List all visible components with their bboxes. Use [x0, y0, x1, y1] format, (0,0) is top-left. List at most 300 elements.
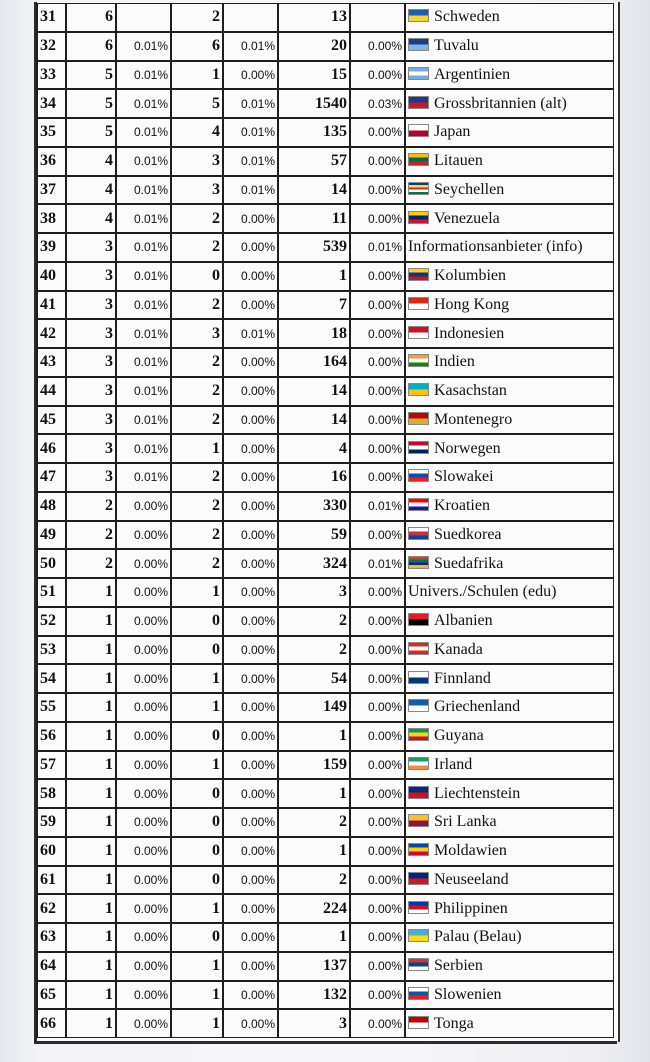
- hits-percent-cell: 0.00%: [350, 176, 405, 205]
- rank-cell: 41: [36, 291, 66, 320]
- hosts-cell: 0: [171, 262, 223, 291]
- table-body: [36, 3, 614, 1038]
- flag-philippines-icon: [408, 901, 429, 914]
- country-cell: [405, 406, 614, 435]
- statistics-table: [36, 3, 614, 1038]
- country-cell: [405, 722, 614, 751]
- country-name: Japan: [434, 123, 471, 141]
- rank-cell: 62: [36, 894, 66, 923]
- hosts-cell: 2: [171, 204, 223, 233]
- flag-india-icon: [408, 354, 429, 367]
- hosts-cell: 1: [171, 1009, 223, 1038]
- hits-cell: 57: [278, 147, 350, 176]
- rank-cell: 45: [36, 406, 66, 435]
- rank-cell: 38: [36, 204, 66, 233]
- country-cell: [405, 434, 614, 463]
- hosts-cell: 2: [171, 549, 223, 578]
- rank-cell: 61: [36, 866, 66, 895]
- hits-percent-cell: 0.00%: [350, 377, 405, 406]
- table-row: [36, 348, 614, 377]
- hosts-cell: 4: [171, 118, 223, 147]
- hosts-percent-cell: 0.00%: [223, 204, 278, 233]
- hits-cell: 1: [278, 262, 350, 291]
- flag-norway-icon: [408, 441, 429, 454]
- hosts-percent-cell: 0.00%: [223, 636, 278, 665]
- hits-percent-cell: 0.00%: [350, 147, 405, 176]
- visits-percent-cell: 0.00%: [116, 923, 171, 952]
- rank-cell: 47: [36, 463, 66, 492]
- hits-cell: 3: [278, 1009, 350, 1038]
- hits-cell: 164: [278, 348, 350, 377]
- rank-cell: 44: [36, 377, 66, 406]
- country-name: Grossbritannien (alt): [434, 94, 567, 112]
- visits-cell: 1: [66, 751, 116, 780]
- country-cell: [405, 607, 614, 636]
- visits-cell: 3: [66, 319, 116, 348]
- country-name: Venezuela: [434, 209, 500, 227]
- rank-cell: 33: [36, 61, 66, 90]
- table-row: [36, 1009, 614, 1038]
- hits-percent-cell: 0.00%: [350, 923, 405, 952]
- table-row: [36, 693, 614, 722]
- country-cell: [405, 866, 614, 895]
- hosts-cell: 1: [171, 894, 223, 923]
- table-row: [36, 118, 614, 147]
- table-row: [36, 923, 614, 952]
- country-cell: [405, 837, 614, 866]
- hits-cell: 15: [278, 61, 350, 90]
- country-name: Kolumbien: [434, 267, 506, 285]
- table-row: [36, 636, 614, 665]
- hosts-percent-cell: 0.01%: [223, 118, 278, 147]
- hits-cell: 20: [278, 32, 350, 61]
- hosts-cell: 3: [171, 319, 223, 348]
- table-row: [36, 147, 614, 176]
- country-cell: [405, 61, 614, 90]
- visits-cell: 1: [66, 1009, 116, 1038]
- flag-kazakhstan-icon: [408, 383, 429, 396]
- table-row: [36, 3, 614, 32]
- table-row: [36, 32, 614, 61]
- visits-cell: 1: [66, 837, 116, 866]
- hosts-percent-cell: 0.00%: [223, 233, 278, 262]
- visits-cell: 4: [66, 204, 116, 233]
- visits-cell: 1: [66, 981, 116, 1010]
- hits-cell: 1: [278, 722, 350, 751]
- table-row: [36, 291, 614, 320]
- rank-cell: 32: [36, 32, 66, 61]
- rank-cell: 46: [36, 434, 66, 463]
- hits-cell: 2: [278, 636, 350, 665]
- visits-percent-cell: 0.01%: [116, 291, 171, 320]
- hits-percent-cell: 0.00%: [350, 808, 405, 837]
- hits-percent-cell: 0.00%: [350, 319, 405, 348]
- visits-cell: 6: [66, 3, 116, 32]
- visits-percent-cell: 0.00%: [116, 837, 171, 866]
- flag-argentina-icon: [408, 67, 429, 80]
- rank-cell: 43: [36, 348, 66, 377]
- country-name: Univers./Schulen (edu): [408, 583, 557, 601]
- country-name: Finnland: [434, 669, 491, 687]
- hosts-percent-cell: 0.00%: [223, 607, 278, 636]
- visits-cell: 1: [66, 607, 116, 636]
- hits-cell: 1: [278, 837, 350, 866]
- hosts-cell: 1: [171, 981, 223, 1010]
- hits-percent-cell: 0.00%: [350, 722, 405, 751]
- table-row: [36, 779, 614, 808]
- rank-cell: 57: [36, 751, 66, 780]
- table-bottom-border: [34, 1041, 617, 1044]
- table-row: [36, 751, 614, 780]
- hosts-percent-cell: 0.00%: [223, 377, 278, 406]
- table-row: [36, 176, 614, 205]
- hosts-percent-cell: 0.00%: [223, 578, 278, 607]
- country-name: Irland: [434, 755, 473, 773]
- table-row: [36, 607, 614, 636]
- country-cell: [405, 981, 614, 1010]
- rank-cell: 64: [36, 952, 66, 981]
- table-row: [36, 89, 614, 118]
- visits-percent-cell: 0.00%: [116, 751, 171, 780]
- hosts-cell: 0: [171, 636, 223, 665]
- country-cell: [405, 779, 614, 808]
- country-cell: [405, 1009, 614, 1038]
- table-row: [36, 492, 614, 521]
- flag-greece-icon: [408, 699, 429, 712]
- rank-cell: 58: [36, 779, 66, 808]
- hits-percent-cell: 0.00%: [350, 981, 405, 1010]
- hosts-cell: 2: [171, 492, 223, 521]
- visits-cell: 1: [66, 578, 116, 607]
- flag-indonesia-icon: [408, 326, 429, 339]
- table-row: [36, 808, 614, 837]
- hits-cell: 135: [278, 118, 350, 147]
- flag-finland-icon: [408, 671, 429, 684]
- country-name: Kroatien: [434, 497, 490, 515]
- hosts-cell: 1: [171, 578, 223, 607]
- rank-cell: 63: [36, 923, 66, 952]
- rank-cell: 37: [36, 176, 66, 205]
- visits-cell: 3: [66, 291, 116, 320]
- hits-percent-cell: 0.00%: [350, 751, 405, 780]
- rank-cell: 59: [36, 808, 66, 837]
- table-row: [36, 406, 614, 435]
- hits-cell: 59: [278, 521, 350, 550]
- hits-cell: 137: [278, 952, 350, 981]
- visits-percent-cell: 0.01%: [116, 204, 171, 233]
- hits-cell: 14: [278, 176, 350, 205]
- table-row: [36, 319, 614, 348]
- visits-cell: 1: [66, 923, 116, 952]
- hits-percent-cell: 0.00%: [350, 434, 405, 463]
- country-name: Albanien: [434, 612, 493, 630]
- hosts-percent-cell: 0.00%: [223, 981, 278, 1010]
- hosts-percent-cell: 0.00%: [223, 808, 278, 837]
- table-row: [36, 664, 614, 693]
- visits-percent-cell: 0.00%: [116, 636, 171, 665]
- country-name: Hong Kong: [434, 295, 510, 313]
- country-name: Suedafrika: [434, 554, 504, 572]
- country-name: Schweden: [434, 8, 500, 26]
- rank-cell: 42: [36, 319, 66, 348]
- hits-percent-cell: 0.00%: [350, 894, 405, 923]
- hosts-cell: 0: [171, 923, 223, 952]
- flag-canada-icon: [408, 642, 429, 655]
- country-name: Suedkorea: [434, 525, 502, 543]
- visits-cell: 1: [66, 894, 116, 923]
- visits-percent-cell: 0.01%: [116, 262, 171, 291]
- visits-percent-cell: 0.00%: [116, 549, 171, 578]
- hosts-cell: 0: [171, 837, 223, 866]
- country-name: Kasachstan: [434, 382, 507, 400]
- hosts-percent-cell: 0.00%: [223, 406, 278, 435]
- visits-percent-cell: 0.01%: [116, 319, 171, 348]
- table-row: [36, 377, 614, 406]
- flag-lithuania-icon: [408, 153, 429, 166]
- hosts-percent-cell: 0.00%: [223, 837, 278, 866]
- country-cell: [405, 3, 614, 32]
- country-cell: [405, 118, 614, 147]
- hits-percent-cell: 0.00%: [350, 61, 405, 90]
- country-cell: [405, 521, 614, 550]
- flag-hongkong-icon: [408, 297, 429, 310]
- visits-percent-cell: 0.01%: [116, 233, 171, 262]
- rank-cell: 55: [36, 693, 66, 722]
- visits-cell: 5: [66, 61, 116, 90]
- hosts-percent-cell: 0.00%: [223, 291, 278, 320]
- visits-cell: 1: [66, 693, 116, 722]
- flag-tonga-icon: [408, 1016, 429, 1029]
- table-row: [36, 549, 614, 578]
- hosts-cell: 1: [171, 751, 223, 780]
- hits-cell: 224: [278, 894, 350, 923]
- visits-percent-cell: 0.01%: [116, 32, 171, 61]
- hits-percent-cell: 0.00%: [350, 952, 405, 981]
- visits-percent-cell: 0.00%: [116, 894, 171, 923]
- hits-percent-cell: 0.00%: [350, 693, 405, 722]
- hosts-percent-cell: 0.00%: [223, 866, 278, 895]
- country-name: Informationsanbieter (info): [408, 238, 583, 256]
- country-cell: [405, 952, 614, 981]
- hosts-percent-cell: 0.00%: [223, 348, 278, 377]
- hosts-percent-cell: 0.00%: [223, 751, 278, 780]
- country-cell: [405, 693, 614, 722]
- country-cell: [405, 89, 614, 118]
- hosts-cell: 2: [171, 377, 223, 406]
- table-row: [36, 894, 614, 923]
- country-name: Slowakei: [434, 468, 494, 486]
- table-row: [36, 204, 614, 233]
- hosts-cell: 0: [171, 808, 223, 837]
- country-cell: [405, 492, 614, 521]
- hosts-percent-cell: 0.00%: [223, 894, 278, 923]
- hosts-percent-cell: 0.01%: [223, 32, 278, 61]
- hosts-cell: 3: [171, 147, 223, 176]
- country-cell: [405, 377, 614, 406]
- country-name: Indonesien: [434, 324, 505, 342]
- visits-percent-cell: 0.00%: [116, 981, 171, 1010]
- hits-percent-cell: 0.00%: [350, 866, 405, 895]
- country-cell: [405, 147, 614, 176]
- country-name: Indien: [434, 353, 475, 371]
- visits-percent-cell: 0.00%: [116, 866, 171, 895]
- visits-percent-cell: 0.00%: [116, 521, 171, 550]
- hosts-percent-cell: 0.00%: [223, 521, 278, 550]
- country-cell: [405, 463, 614, 492]
- flag-newzealand-icon: [408, 872, 429, 885]
- country-name: Sri Lanka: [434, 813, 497, 831]
- hits-cell: 7: [278, 291, 350, 320]
- flag-tuvalu-icon: [408, 38, 429, 51]
- hits-percent-cell: 0.01%: [350, 233, 405, 262]
- hosts-percent-cell: 0.00%: [223, 779, 278, 808]
- visits-cell: 3: [66, 434, 116, 463]
- visits-percent-cell: 0.00%: [116, 722, 171, 751]
- visits-percent-cell: 0.01%: [116, 463, 171, 492]
- hits-cell: 149: [278, 693, 350, 722]
- visits-cell: 6: [66, 32, 116, 61]
- country-name: Argentinien: [434, 65, 511, 83]
- hosts-percent-cell: 0.00%: [223, 61, 278, 90]
- hits-percent-cell: 0.00%: [350, 291, 405, 320]
- table-row: [36, 578, 614, 607]
- flag-slovakia-icon: [408, 469, 429, 482]
- visits-percent-cell: 0.00%: [116, 693, 171, 722]
- flag-venezuela-icon: [408, 211, 429, 224]
- hosts-percent-cell: 0.00%: [223, 693, 278, 722]
- hits-cell: 11: [278, 204, 350, 233]
- flag-uk-icon: [408, 96, 429, 109]
- hosts-cell: 2: [171, 348, 223, 377]
- country-name: Guyana: [434, 727, 484, 745]
- hosts-percent-cell: [223, 3, 278, 32]
- hosts-percent-cell: 0.00%: [223, 549, 278, 578]
- visits-percent-cell: [116, 3, 171, 32]
- visits-cell: 1: [66, 779, 116, 808]
- hits-percent-cell: [350, 3, 405, 32]
- country-cell: [405, 549, 614, 578]
- hits-percent-cell: 0.00%: [350, 837, 405, 866]
- country-name: Litauen: [434, 152, 483, 170]
- hits-cell: 4: [278, 434, 350, 463]
- country-name: Norwegen: [434, 439, 501, 457]
- visits-percent-cell: 0.00%: [116, 779, 171, 808]
- hosts-cell: 5: [171, 89, 223, 118]
- hits-percent-cell: 0.00%: [350, 118, 405, 147]
- hosts-cell: 0: [171, 866, 223, 895]
- flag-guyana-icon: [408, 728, 429, 741]
- country-name: Serbien: [434, 957, 483, 975]
- hits-percent-cell: 0.00%: [350, 664, 405, 693]
- country-cell: [405, 204, 614, 233]
- country-name: Neuseeland: [434, 870, 509, 888]
- hits-cell: 1: [278, 923, 350, 952]
- flag-moldova-icon: [408, 843, 429, 856]
- table-row: [36, 233, 614, 262]
- rank-cell: 40: [36, 262, 66, 291]
- hosts-cell: 2: [171, 406, 223, 435]
- hosts-percent-cell: 0.01%: [223, 319, 278, 348]
- flag-southafrica-icon: [408, 556, 429, 569]
- visits-cell: 2: [66, 521, 116, 550]
- hosts-cell: 2: [171, 233, 223, 262]
- hits-cell: 16: [278, 463, 350, 492]
- table-row: [36, 866, 614, 895]
- hits-percent-cell: 0.00%: [350, 521, 405, 550]
- hits-cell: 132: [278, 981, 350, 1010]
- visits-percent-cell: 0.00%: [116, 952, 171, 981]
- flag-ireland-icon: [408, 757, 429, 770]
- flag-montenegro-icon: [408, 412, 429, 425]
- country-cell: [405, 751, 614, 780]
- visits-cell: 4: [66, 147, 116, 176]
- hits-cell: 330: [278, 492, 350, 521]
- flag-slovenia-icon: [408, 987, 429, 1000]
- hits-percent-cell: 0.00%: [350, 578, 405, 607]
- hits-cell: 324: [278, 549, 350, 578]
- visits-cell: 1: [66, 722, 116, 751]
- hits-percent-cell: 0.00%: [350, 779, 405, 808]
- visits-percent-cell: 0.01%: [116, 434, 171, 463]
- country-cell: [405, 923, 614, 952]
- hosts-cell: 2: [171, 291, 223, 320]
- visits-percent-cell: 0.01%: [116, 147, 171, 176]
- visits-percent-cell: 0.00%: [116, 808, 171, 837]
- rank-cell: 56: [36, 722, 66, 751]
- visits-cell: 3: [66, 406, 116, 435]
- hosts-cell: 6: [171, 32, 223, 61]
- country-name: Montenegro: [434, 410, 513, 428]
- rank-cell: 50: [36, 549, 66, 578]
- hosts-cell: 2: [171, 521, 223, 550]
- hosts-cell: 1: [171, 434, 223, 463]
- flag-japan-icon: [408, 124, 429, 137]
- visits-cell: 4: [66, 176, 116, 205]
- hits-percent-cell: 0.03%: [350, 89, 405, 118]
- table-row: [36, 952, 614, 981]
- flag-southkorea-icon: [408, 527, 429, 540]
- rank-cell: 65: [36, 981, 66, 1010]
- hits-cell: 54: [278, 664, 350, 693]
- rank-cell: 52: [36, 607, 66, 636]
- rank-cell: 66: [36, 1009, 66, 1038]
- hosts-percent-cell: 0.01%: [223, 89, 278, 118]
- hits-percent-cell: 0.00%: [350, 463, 405, 492]
- hosts-cell: 1: [171, 952, 223, 981]
- country-cell: [405, 291, 614, 320]
- flag-croatia-icon: [408, 498, 429, 511]
- hits-cell: 2: [278, 808, 350, 837]
- visits-percent-cell: 0.00%: [116, 607, 171, 636]
- country-cell: [405, 233, 614, 262]
- hits-percent-cell: 0.01%: [350, 549, 405, 578]
- hits-cell: 14: [278, 377, 350, 406]
- hosts-cell: 0: [171, 779, 223, 808]
- hits-cell: 2: [278, 607, 350, 636]
- rank-cell: 36: [36, 147, 66, 176]
- hits-cell: 13: [278, 3, 350, 32]
- hosts-cell: 2: [171, 463, 223, 492]
- country-name: Liechtenstein: [434, 784, 521, 802]
- visits-cell: 1: [66, 636, 116, 665]
- hits-percent-cell: 0.01%: [350, 492, 405, 521]
- visits-cell: 3: [66, 463, 116, 492]
- table-row: [36, 61, 614, 90]
- flag-colombia-icon: [408, 268, 429, 281]
- hits-percent-cell: 0.00%: [350, 607, 405, 636]
- visits-percent-cell: 0.01%: [116, 176, 171, 205]
- rank-cell: 53: [36, 636, 66, 665]
